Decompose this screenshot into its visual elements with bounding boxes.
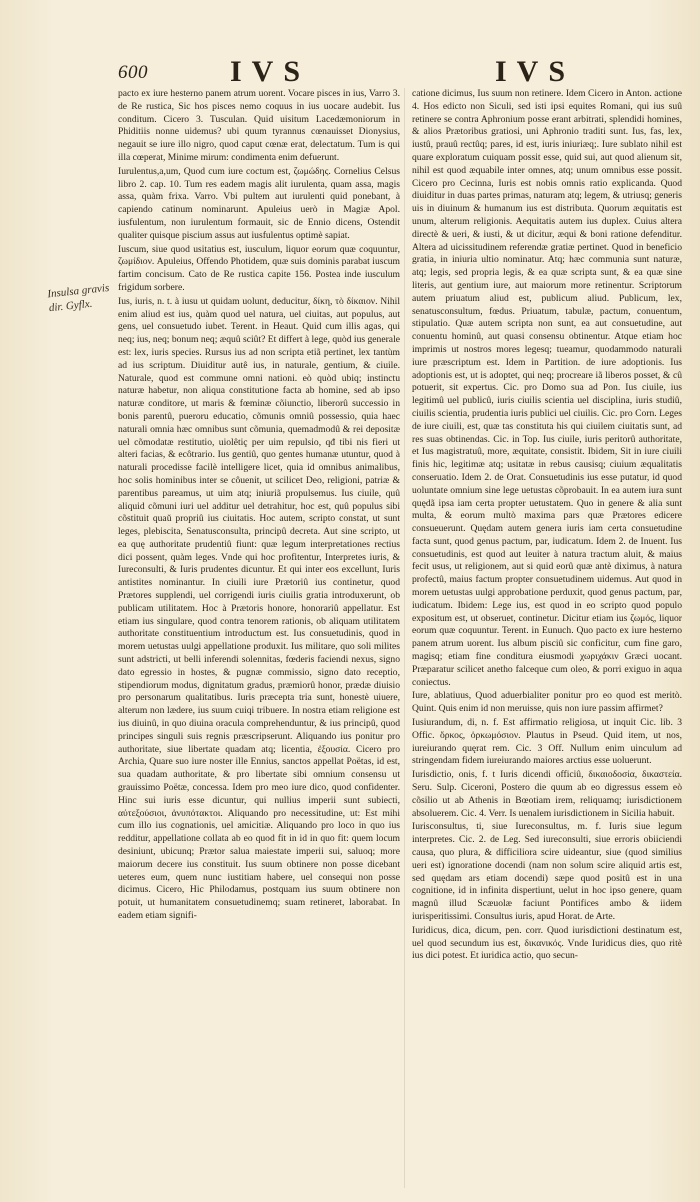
- entry-paragraph: Iuscum, siue quod usitatius est, iusculum, liquor eorum quæ coquuntur, ζωμίδιον. Apuleius, Offendo Photidem, quæ suis dominis parabat iuscum fartim concisum. Cato de Re rustica capite 156. Postea inde iusculum frigidum sorbere.: [118, 243, 400, 293]
- running-head-left: IVS: [230, 55, 311, 88]
- entry-paragraph: Iurisconsultus, ti, siue Iureconsultus, m. f. Iuris siue legum interpretes. Cic. 2. de Leg. Sed iureconsulti, siue erroris obiiciendi causa, quo plura, & difficiliora scire uideantur, siue (quod similius ueri est) ignoratione docendi (nam non solum scire aliquid artis est, sed quędam ars etiam docendi) sæpe quod positû est in una cognitione, id in infinita dispertiunt, uelut in hoc ipso genere, quam magnû illud Scæuolæ faciunt Pontifices ambo & iidem iurisperitissimi. Consultus iuris, apud Horat. de Arte.: [412, 821, 682, 922]
- column-gutter: [404, 88, 405, 1188]
- entry-paragraph: Iurisdictio, onis, f. t Iuris dicendi officiû, δικαιοδοσία, δικαστεία. Seru. Sulp. Ciceroni, Postero die quum ab eo digressus essem eò cõsilio ut ab Athenis in Bœotiam irem, reliquamq; iurisdictionem absoluerem. Cic. 4. Verr. Is uenalem iurisdictionem in Sicilia habuit.: [412, 769, 682, 819]
- entry-paragraph: catione dicimus, Ius suum non retinere. Idem Cicero in Anton. actione 4. Hos edicto non Siculi, sed isti ipsi equites Romani, qui ius suû retinere se contra Aphronium posse erant arbitrati, splendidi homines, & alios Prætoribus gratiosi, uni Aphronio traditi sunt. Ius, fas, lex, iustû, prauû rectûq; pares, id est, iuris iniuriæq;. Iure sublato nihil est quare exploratum cuiquam possit esse, quid sui, aut quod alienum sit, nihil est quod æquabile inter omnes, atq; unum omnibus esse possit. Cicero pro Cecinna, Iuris est nobis omnis ratio explicanda. Quod diuiditur in duas partes primas, naturam atq; legem, & utriusq; generis uis in diuinum & humanum ius est distributa. Quorum æquitatis est unum, alterum religionis. Aequitatis autem ius duplex. Cuius altera directè & ueri, & iusti, & ut dicitur, æqui & boni ratione defenditur. Altera ad uicissitudinem referendæ gratiæ pertinet. Quod in beneficio gratia, in iniuria ultio nominatur. Atq; hæc communia sunt naturæ, atq; legis, sed propria legis, & ea quæ scripta sunt, & ea quæ sine literis, aut gentium iure, aut maiorum more retinentur. Scriptorum autem priuatum aliud est, publicum aliud. Publicum, lex, senatusconsultum, fœdus. Priuatum, tabulæ, pactum, conuentum, stipulatio. Quæ autem scripta non sunt, ea aut consuetudine, aut conuentu hominû, aut quasi consensu obtinentur. Atque etiam hoc imprimis ut nostros mores legesq; tueamur, quodammodo naturali iure præscriptum est. Idem in Partition. de iure adoptionis. Ius adoptionis est, ut is adoptet, qui neq; procreare iã liberos posset, & cû potuerit, sit expertus. Cic. pro Domo sua ad Pon. Ius ciuile, ius legitimû uel publicû, iuris ciuilis scientia uel disciplina, iuris studiû, ciuilis scientia, prudentia iuris publici uel ciuilis. Cic. pro Corn. Leges de iure ciuili, est, quæ tas constituta his qui ciuilem ciuitatis sunt, ad res suas obtinendas. Cic. in Top. Ius ciuile, iuris peritorû authoritate, et Ius magistratuû, more, æquitate, consistit. Ibidem, Sit in iure ciuili finis hic, legitimæ atq; usitatæ in rebus causisq; ciuium æqualitatis conseruatio. Idem 2. de Orat. Consuetudinis ius esse putatur, id quod uoluntate omnium sine lege uetustas cõprobauit. In ea autem iura sunt quędã ipsa iam certa propter uetustatem. Quo in genere & alia sunt multa, & eorum multò maxima pars quæ Prætores edicere consueuerunt. Quędam autem genera iuris iam certa consuetudine facta sunt, quod genus pactum, par, iudicatum. Idem 2. de Inuent. Ius consuetudinis, est quod aut leuiter à natura tractum aluit, & maius fecit usus, ut religionem, aut si quid eorû quæ antè diximus, à natura profectû, maius factum propter consuetudinem uidemus. Aut quod in morem uetustas uulgi approbatione perduxit, quod genus pactum, par, iudicatum. Ibidem: Lege ius, est quod in eo scripto quod populo expositum est, ut obseruet, continetur. Dicitur etiam ius ζωμός, liquor eorum quæ coquuntur. Terent. in Eunuch. Quo pacto ex iure hesterno panem atrum uorent. Ius album pisciû sic conficitur, cum fine garo, magisq; etiam fine conditura eiusmodi χωριχάκιν Græci uocant. Præparatur scilicet anetho falceque cum oleo, & porri exiguo in aqua coniectus.: [412, 88, 682, 688]
- running-head-right: IVS: [495, 55, 576, 88]
- entry-paragraph: Iure, ablatiuus, Quod aduerbialiter ponitur pro eo quod est meritò. Quint. Quis enim id non meruisse, quis non iure passim affirmet?: [412, 690, 682, 715]
- right-column: [412, 88, 682, 964]
- entry-paragraph: pacto ex iure hesterno panem atrum uorent. Vocare pisces in ius, Varro 3. de Re rustica, Sic hos pisces nemo coquus in ius uocare audebit. Ius conditum. Cicero 3. Tusculan. Quid uisitum Lacedæmoniorum in Phiditiis nonne uidemus? ubi quum tyrannus cœnauisset Dionysius, negauit se iure illo nigro, quod caput cœnæ erat, delectatum. Tum is qui illa cœperat, Minime mirum: condimenta enim defuerunt.: [118, 88, 400, 163]
- entry-paragraph: Ius, iuris, n. t. à iusu ut quidam uolunt, deducitur, δίκη, τὸ δίκαιον. Nihil enim aliud est ius, quàm quod uel natura, uel ciuitas, aut populus, aut gens, uel consuetudo iubet. Terent. in Heaut. Quid cum illis agas, qui neq; ius, neq; bonum neq; æquû sciût? Et differt à lege, quòd ius generale est: lex, iuris species. Rursus ius ad non scripta etiã pertinet, lex tantùm ad ius scriptum. Diuiditur autê ius, in naturale, gentium, & ciuile. Naturale, quod est commune omni nationi. eò quòd ubiq; instinctu naturæ habetur, non aliqua constitutione facta ab homine, sed ab ipso naturæ conditore, ut maris & fœminæ cõiunctio, liberorû successio in bonis parentû, pueroru educatio, cõmunis omniû possessio, quia haec naturali omnia hæc omnibus sunt cõmunia, quemadmodû & rei depositæ uel cõmodatæ restitutio, uiolêtiç per uim repulsio, qđ tibi nis fieri ut alteri facias, & ecôtrario. Ius gentiû, quo gentes humanæ utuntur, quod à naturali procedisse facilè intelligere licet, quia id omnibus animalibus, hoc solis hominibus inter se côuenit, ut scilicet Deo, religioni, patriæ & parentibus pareamus, ut uim atq; iniuriã propulsemus. Ius ciuile, quû aliquid cõmuni iuri uel additur uel detrahitur, hoc est, quû populus sibi cõstituit quaŭ propriû ius ciuitatis. Hoc autem, scripto constat, ut sunt leges, plebiscita, Senatusconsulta, principû decreta. Aut sine scripto, ut ea quę authoritate prudentiû fiunt: quæ legum interpretationes rectius dici possent, quàm leges. Vnde qui hoc profitentur, Interpretes iuris, & Iureconsulti, & Iuris prudentes dicuntur. Et qui inter eos excellunt, Iuris antistites nominantur. In ciuili iure Prætoriû ius continetur, quod Prætores supplendi, uel corrigendi iuris ciuilis gratia introduxerunt, ob publicam utilitatem. Hoc à Prætoris honore, honorariû appellatur. Est etiam ius singulare, quod contra tenorem rationis, ob aliquam utilitatem authoritate constituentium introductum est. Ius consuetudinis, quod in morem uetustas uulgi appellatione produxit. Ius militare, quo soli milites sunt adstricti, ut belli inferendi solennitas, fœderis faciendi nexus, signo dato egressio in hostes, & pugnæ commissio, signo dato receptio, stipendiorum modus, dignitatum gradus, præmiorû honor, prædæ diuisio pro personarum qualitatibus. Iuris præcepta tria sunt, honestè uiuere, alterum non lædere, ius suum cuiqi tribuere. In nostra etiam religione est ius diuinû, in quo diuina oracula comprehenduntur, & ius principû, quod principes singuli suis regnis præscripserunt. Aliquando ius ponitur pro authoritate, siue libertate quadam atq; licentia, ἐξουσία. Cicero pro Archia, Quare suo iure noster ille Ennius, sanctos appellat Poëtas, id est, sua quadam authoritate, & pro libertate sibi omnium consensu ut grauissimo Poëtæ, concessa. Idem pro meo iure dico, quod confidenter. Hinc sui iuris esse dicuntur, qui nullius imperii sunt subiecti, αὐτεξούσιοι, ἀνυπότακτοι. Aliquando pro necessitudine, ut: Est mihi cum illo ius cognationis, uel amicitiæ. Aliquando pro loco in quo ius redditur, appellatione collata ab eo quod fit in id in quo fit: quem locum desiniunt, ubicunq; Prætor salua maiestate imperii sui, saluoq; more maiorum decere ius constituit. Ius suum obtinere non posse dicebant ueteres eum, quem nunc iustitiam habere, uel consequi non posse dicimus. Cicero, Hic Philodamus, postquam ius suum obtinere non potuit, ut humanitatem consuetudinemq; suam retineret, laborabat. In eadem etiam signifi-: [118, 295, 400, 921]
- entry-paragraph: Iusiurandum, di, n. f. Est affirmatio religiosa, ut inquit Cic. lib. 3 Offic. ὅρκος, ὁρκωμόσιον. Plautus in Pseud. Quid item, ut nos, iureiurando quęrat rem. Cic. 3 Off. Nullum enim uinculum ad stringendam fidem iureiurando maiores arctius esse uoluerunt.: [412, 717, 682, 767]
- left-column: [118, 88, 400, 924]
- entry-paragraph: Iuridicus, dica, dicum, pen. corr. Quod iurisdictioni destinatum est, uel quod secundum ius est, δικανικός. Vnde Iuridicus dies, quo ritè ius dici potest. Et iuridica actio, quo secun-: [412, 924, 682, 962]
- entry-paragraph: Iurulentus,a,um, Quod cum iure coctum est, ζωμώδης. Cornelius Celsus libro 2. cap. 10. Tum res eadem magis alit iurulenta, quam assa, magis assa, quàm frixa. Varro. Vbi pultem aut iurulenti quid ponebant, à capiendo catinum nominarunt. Apuleius uerò in Magiæ Apol. iusfulentum, non iurulentum formauit, sic de Ennio dicens, Ostendit qualiter quisque piscium assus aut iusfulentus optimè sapiat.: [118, 165, 400, 241]
- handwritten-margin-note: Insulsa gravis dir. Gyflx.: [46, 281, 110, 315]
- page-number: 600: [118, 62, 148, 83]
